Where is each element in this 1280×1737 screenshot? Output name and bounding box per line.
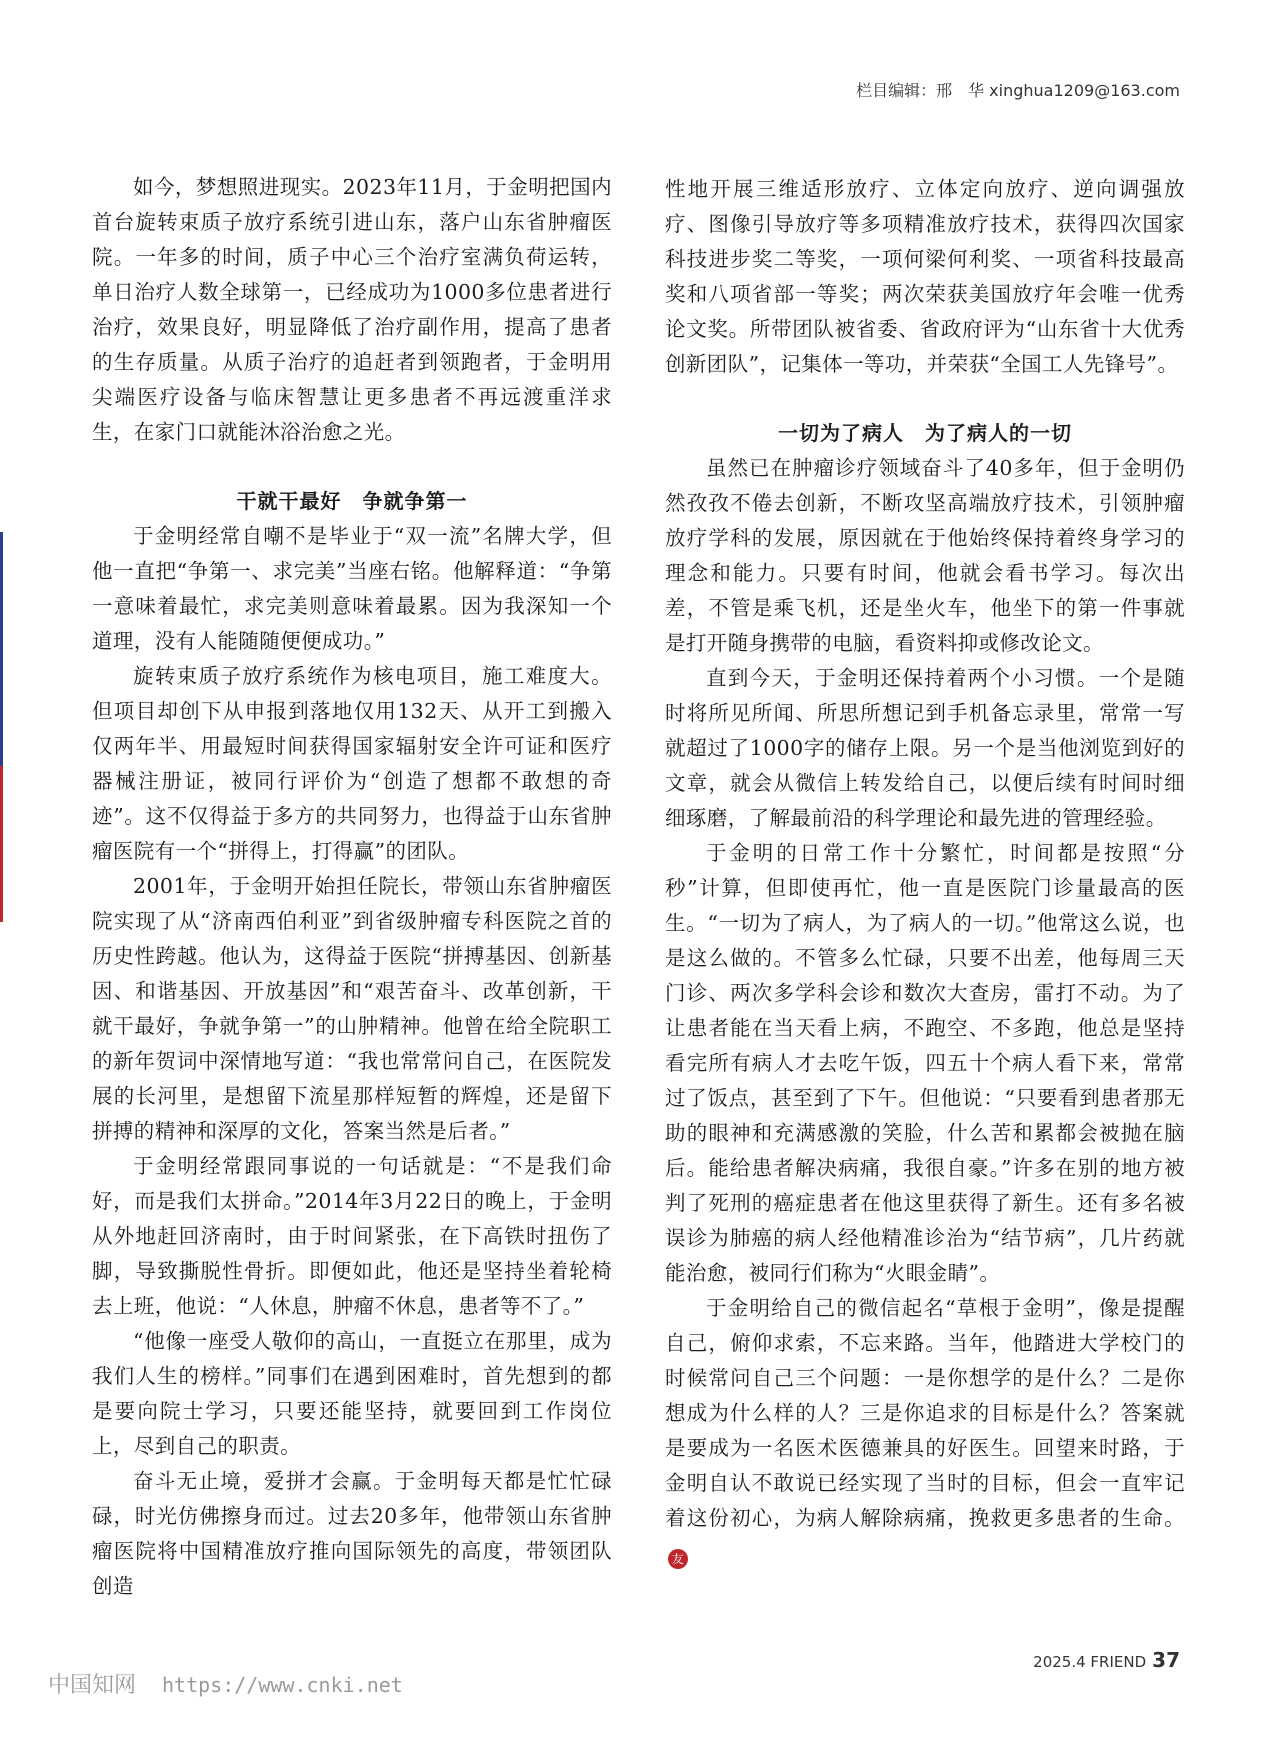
section-heading: 干就干最好 争就争第一 [236, 489, 468, 513]
paragraph: 奋斗无止境，爱拼才会赢。于金明每天都是忙忙碌碌，时光仿佛擦身而过。过去20多年，他带领山东省肿瘤医院将中国精准放疗推向国际领先的高度，带领团队创造 [92, 1469, 612, 1598]
paragraph-text: 于金明给自己的微信起名“草根于金明”，像是提醒自己，俯仰求索，不忘来路。当年，他踏进大学校门的时候常问自己三个问题：一是你想学的是什么？二是你想成为什么样的人？三是你追求的目标是什么？答案就是要成为一名医术医德兼具的好医生。回望来时路，于金明自认不敢说已经实现了当时的目标，但会一直牢记着这份初心，为病人解除病痛，挽救更多患者的生命。 [665, 1296, 1185, 1530]
paragraph: 直到今天，于金明还保持着两个小习惯。一个是随时将所见所闻、所思所想记到手机备忘录里，常常一写就超过了1000字的储存上限。另一个是当他浏览到好的文章，就会从微信上转发给自己，以便后续有时间时细细琢磨，了解最前沿的科学理论和最先进的管理经验。 [665, 666, 1185, 830]
paragraph: 于金明经常跟同事说的一句话就是：“不是我们命好，而是我们太拼命。”2014年3月22日的晚上，于金明从外地赶回济南时，由于时间紧张，在下高铁时扭伤了脚，导致撕脱性骨折。即便如此，他还是坚持坐着轮椅去上班，他说：“人休息，肿瘤不休息，患者等不了。” [92, 1154, 612, 1318]
paragraph-final [665, 1291, 1185, 1571]
cnki-logo-text: 中国知网 [48, 1673, 137, 1698]
paragraph: 于金明的日常工作十分繁忙，时间都是按照“分秒”计算，但即使再忙，他一直是医院门诊量最高的医生。“一切为了病人，为了病人的一切。”他常这么说，也是这么做的。不管多么忙碌，只要不出差，他每周三天门诊、两次多学科会诊和数次大查房，雷打不动。为了让患者能在当天看上病，不跑空、不多跑，他总是坚持看完所有病人才去吃午饭，四五十个病人看下来，常常过了饭点，甚至到了下午。但他说：“只要看到患者那无助的眼神和充满感激的笑脸，什么苦和累都会被抛在脑后。能给患者解决病痛，我很自豪。”许多在别的地方被判了死刑的癌症患者在他这里获得了新生。还有多名被误诊为肺癌的病人经他精准诊治为“结节病”，几片药就能治愈，被同行们称为“火眼金睛”。 [665, 841, 1185, 1285]
paragraph: 旋转束质子放疗系统作为核电项目，施工难度大。但项目却创下从申报到落地仅用132天、从开工到搬入仅两年半、用最短时间获得国家辐射安全许可证和医疗器械注册证，被同行评价为“创造了想都不敢想的奇迹”。这不仅得益于多方的共同努力，也得益于山东省肿瘤医院有一个“拼得上，打得赢”的团队。 [92, 664, 612, 863]
paragraph: 性地开展三维适形放疗、立体定向放疗、逆向调强放疗、图像引导放疗等多项精准放疗技术，获得四次国家科技进步奖二等奖，一项何梁何利奖、一项省科技最高奖和八项省部一等奖；两次荣获美国放疗年会唯一优秀论文奖。所带团队被省委、省政府评为“山东省十大优秀创新团队”，记集体一等功，并荣获“全国工人先锋号”。 [665, 177, 1185, 376]
paragraph: “他像一座受人敬仰的高山，一直挺立在那里，成为我们人生的榜样。”同事们在遇到困难时，首先想到的都是要向院士学习，只要还能坚持，就要回到工作岗位上，尽到自己的职责。 [92, 1329, 612, 1458]
cnki-watermark [48, 1668, 403, 1699]
paragraph: 虽然已在肿瘤诊疗领域奋斗了40多年，但于金明仍然孜孜不倦去创新，不断攻坚高端放疗技术，引领肿瘤放疗学科的发展，原因就在于他始终保持着终身学习的理念和能力。只要有时间，他就会看书学习。每次出差，不管是乘飞机，还是坐火车，他坐下的第一件事就是打开随身携带的电脑，看资料抑或修改论文。 [665, 456, 1185, 655]
right-column [665, 172, 1185, 1571]
cnki-url: https://www.cnki.net [162, 1673, 403, 1697]
page-number: 37 [1152, 1648, 1180, 1672]
paragraph: 2001年，于金明开始担任院长，带领山东省肿瘤医院实现了从“济南西伯利亚”到省级肿瘤专科医院之首的历史性跨越。他认为，这得益于医院“拼搏基因、创新基因、和谐基因、开放基因”和“艰苦奋斗、改革创新，干就干最好，争就争第一”的山肿精神。他曾在给全院职工的新年贺词中深情地写道：“我也常常问自己，在医院发展的长河里，是想留下流星那样短暂的辉煌，还是留下拼搏的精神和深厚的文化，答案当然是后者。” [92, 874, 612, 1143]
issue-label: 2025.4 FRIEND [1033, 1653, 1147, 1671]
column-editor-header: 栏目编辑：邢 华 xinghua1209@163.com [856, 81, 1180, 100]
end-mark-icon: 友 [668, 1549, 688, 1569]
left-column [92, 170, 612, 1604]
paragraph: 如今，梦想照进现实。2023年11月，于金明把国内首台旋转束质子放疗系统引进山东，落户山东省肿瘤医院。一年多的时间，质子中心三个治疗室满负荷运转，单日治疗人数全球第一，已经成功为1000多位患者进行治疗，效果良好，明显降低了治疗副作用，提高了患者的生存质量。从质子治疗的追赶者到领跑者，于金明用尖端医疗设备与临床智慧让更多患者不再远渡重洋求生，在家门口就能沐浴治愈之光。 [92, 175, 612, 444]
paragraph: 于金明经常自嘲不是毕业于“双一流”名牌大学，但他一直把“争第一、求完美”当座右铭。他解释道：“争第一意味着最忙，求完美则意味着最累。因为我深知一个道理，没有人能随随便便成功。” [92, 524, 612, 653]
section-heading: 一切为了病人 为了病人的一切 [778, 421, 1072, 445]
left-edge-color-bar [0, 532, 3, 922]
page-footer [1033, 1648, 1180, 1672]
